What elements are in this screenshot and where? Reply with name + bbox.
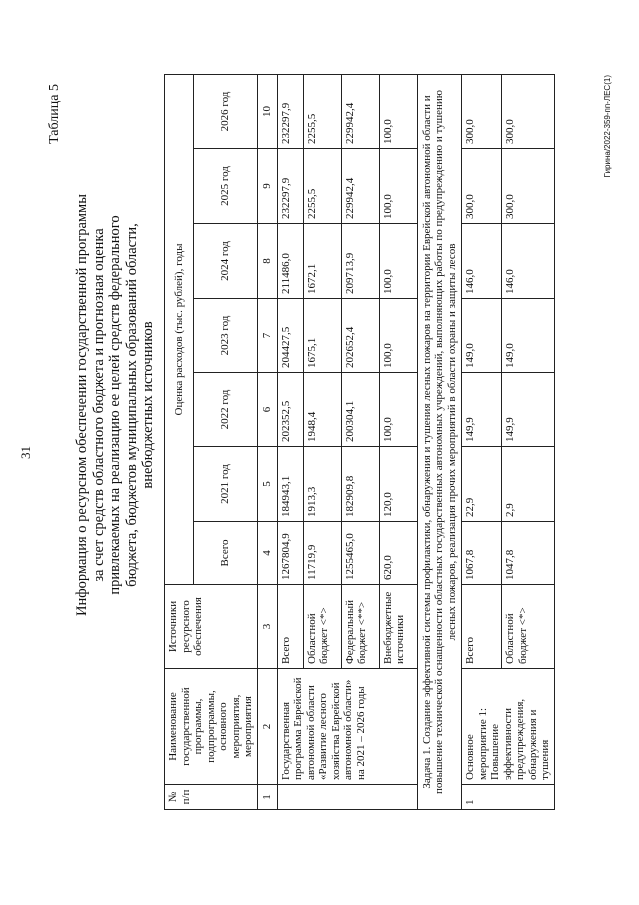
measure-name: Основное мероприятие 1: Повышение эффективности предупреждения, обнаружения и тушения [462,669,555,785]
value-cell: 146,0 [502,224,554,299]
resource-table [164,74,555,810]
value-cell: 149,9 [462,373,502,447]
value-cell: 2255,5 [303,149,341,224]
task-row [417,74,462,809]
value-cell: 232297,9 [277,149,303,224]
program-name: Государственная программа Еврейской автономной области «Развитие лесного хозяйства Еврейской автономной области» на 2021 – 2026 годы [277,669,417,785]
value-cell: 202352,5 [277,373,303,447]
document-id: Гирина/2022-359-пп-ЛЕС(1) [603,75,612,178]
value-cell: 229942,4 [341,74,379,148]
column-number: 2 [257,669,277,785]
value-cell: 300,0 [502,149,554,224]
column-number: 6 [257,373,277,447]
column-number: 4 [257,522,277,585]
value-cell: 100,0 [379,299,417,373]
column-number: 8 [257,224,277,299]
source-cell: Федеральный бюджет <**> [341,585,379,669]
header-name: Наименование государственной программы, подпрограммы, основного мероприятия, мероприятия [165,669,258,785]
value-cell: 1948,4 [303,373,341,447]
value-cell: 1067,8 [462,522,502,585]
value-cell: 300,0 [462,149,502,224]
value-cell: 1255465,0 [341,522,379,585]
title-line: Информация о ресурсном обеспечении государственной программы [74,194,90,616]
value-cell: 1913,3 [303,447,341,522]
document-title [74,125,157,685]
value-cell: 100,0 [379,74,417,148]
title-line: бюджета, бюджетов муниципальных образований области, [123,223,140,587]
source-cell: Областной бюджет <*> [502,585,554,669]
header-source: Источники ресурсного обеспечения [165,585,258,669]
header-year: 2023 год [194,299,257,373]
row-num: 1 [462,785,555,810]
column-number: 3 [257,585,277,669]
header-year: 2026 год [194,74,257,148]
value-cell: 232297,9 [277,74,303,148]
header-year: 2024 год [194,224,257,299]
value-cell: 2255,5 [303,74,341,148]
table-label: Таблица 5 [47,84,62,144]
value-cell: 100,0 [379,373,417,447]
value-cell: 1047,8 [502,522,554,585]
value-cell: 1675,1 [303,299,341,373]
value-cell: 100,0 [379,149,417,224]
value-cell: 120,0 [379,447,417,522]
value-cell: 209713,9 [341,224,379,299]
title-line: внебюджетных источников [140,321,156,489]
title-line: за счет средств областного бюджета и прогнозная оценка [90,228,107,582]
source-cell: Внебюджетные источники [379,585,417,669]
source-cell: Областной бюджет <*> [303,585,341,669]
task-description: Задача 1. Создание эффективной системы профилактики, обнаружения и тушения лесных пожаров на территории Еврейской автономной области и повышение технической оснащенности областных государственных автономных учреждений, выполняющих работы по предупреждению и тушению лесных пожаров, реализация прочих мероприятий в области охраны и защиты лесов [417,74,462,809]
value-cell: 146,0 [462,224,502,299]
value-cell: 149,0 [502,299,554,373]
value-cell: 300,0 [502,74,554,148]
table-row [277,74,303,809]
page-number: 31 [18,446,33,459]
column-number: 5 [257,447,277,522]
column-number: 1 [257,785,277,810]
value-cell: 22,9 [462,447,502,522]
value-cell: 184943,1 [277,447,303,522]
column-number: 7 [257,299,277,373]
column-number: 9 [257,149,277,224]
header-year: 2022 год [194,373,257,447]
value-cell: 202652,4 [341,299,379,373]
value-cell: 200304,1 [341,373,379,447]
value-cell: 182909,8 [341,447,379,522]
value-cell: 11719,9 [303,522,341,585]
header-total: Всего [194,522,257,585]
source-cell: Всего [462,585,502,669]
row-num [277,785,417,810]
header-num: № п/п [165,785,258,810]
header-estimate: Оценка расходов (тыс. рублей), годы [165,74,194,584]
value-cell: 100,0 [379,224,417,299]
header-year: 2021 год [194,447,257,522]
value-cell: 149,0 [462,299,502,373]
header-year: 2025 год [194,149,257,224]
source-cell: Всего [277,585,303,669]
column-number: 10 [257,74,277,148]
value-cell: 2,9 [502,447,554,522]
value-cell: 300,0 [462,74,502,148]
value-cell: 204427,5 [277,299,303,373]
value-cell: 211486,0 [277,224,303,299]
title-line: привлекаемых на реализацию ее целей средств федерального [107,215,123,595]
value-cell: 1267804,9 [277,522,303,585]
value-cell: 620,0 [379,522,417,585]
value-cell: 1672,1 [303,224,341,299]
value-cell: 229942,4 [341,149,379,224]
value-cell: 149,9 [502,373,554,447]
table-row [462,74,502,809]
